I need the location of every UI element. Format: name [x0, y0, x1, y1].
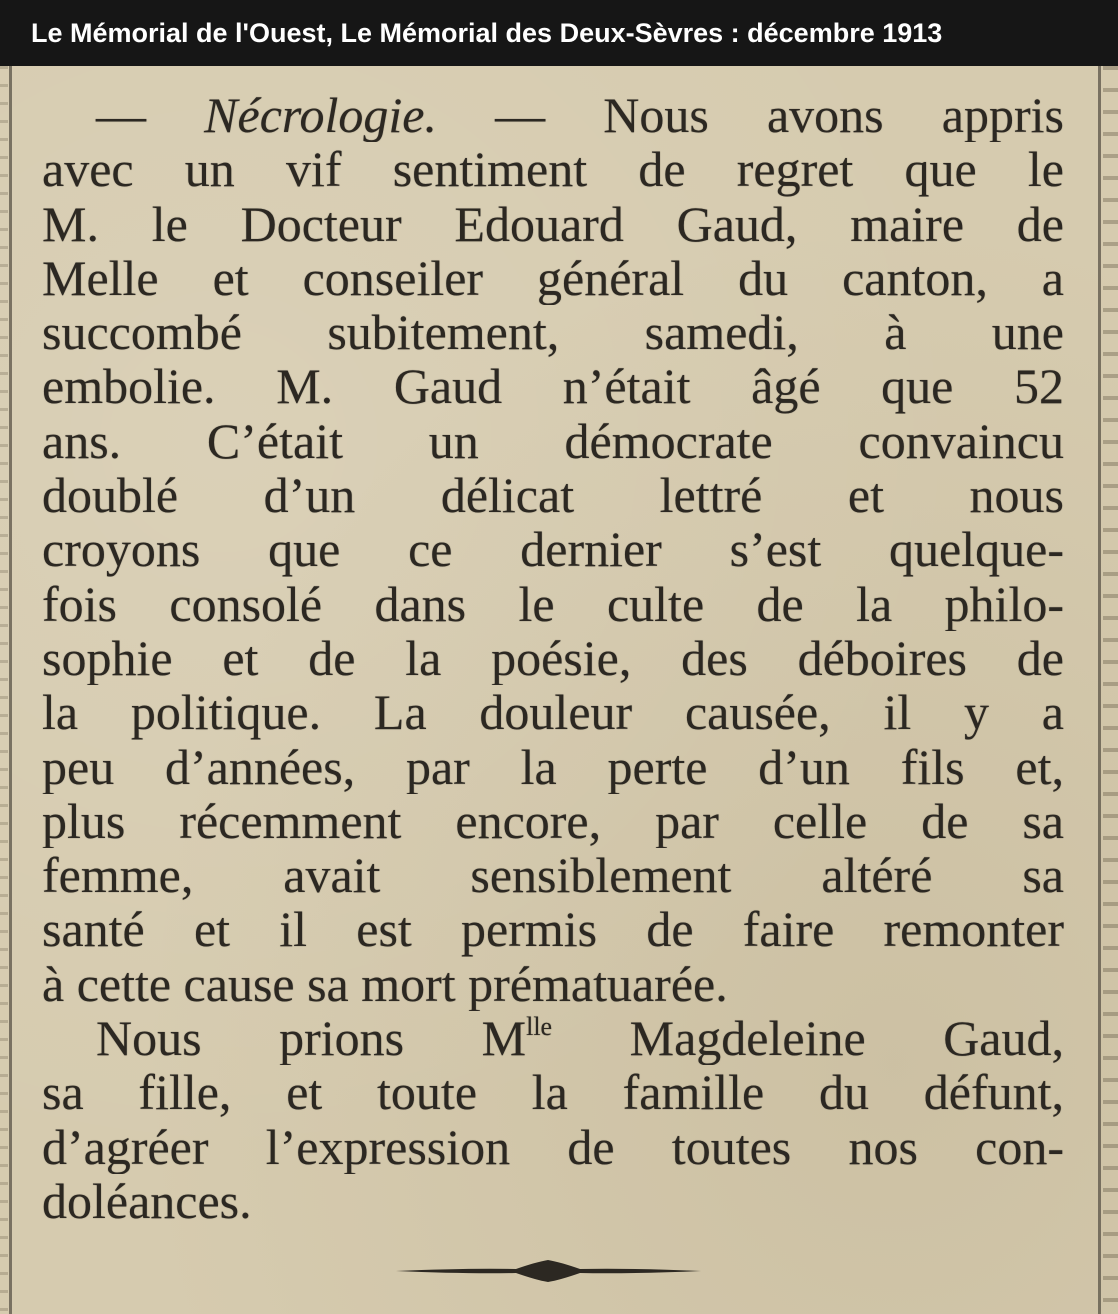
article-line: doublé d’un délicat lettré et nous: [42, 468, 1064, 523]
article-line-text: Magdeleine Gaud,: [552, 1011, 1064, 1066]
article-line: embolie. M. Gaud n’était âgé que 52: [42, 359, 1064, 414]
article-heading: Nécrologie.: [204, 88, 437, 143]
heading-dash: —: [96, 88, 205, 143]
document-title-bar: [0, 0, 1118, 66]
column-rule-right: [1098, 66, 1101, 1314]
title-abbreviation-superscript: lle: [526, 1012, 553, 1042]
article-line: succombé subitement, samedi, à une: [42, 305, 1064, 360]
article-line: ans. C’était un démocrate convaincu: [42, 413, 1064, 469]
newspaper-clipping: [0, 66, 1118, 1314]
article-line: M. le Docteur Edouard Gaud, maire de: [42, 196, 1064, 251]
article-line: croyons que ce dernier s’est quelque-: [42, 522, 1064, 577]
article-line: Melle et conseiler général du canton, a: [42, 250, 1064, 306]
article-line: avec un vif sentiment de regret que le: [42, 142, 1064, 197]
column-rule-left: [9, 66, 12, 1314]
document-title: Le Mémorial de l'Ouest, Le Mémorial des Deux-Sèvres : décembre 1913: [31, 18, 943, 48]
article-line-text: — Nous avons appris: [436, 88, 1064, 143]
article-line: plus récemment encore, par celle de sa: [42, 793, 1064, 849]
adjacent-column-bleed-left: [0, 66, 8, 1314]
article-line: à cette cause sa mort prématuarée.: [42, 956, 728, 1012]
article-line: doléances.: [42, 1173, 252, 1229]
article-line: [42, 88, 1064, 142]
adjacent-column-bleed-right: [1103, 66, 1118, 1314]
article-line: d’agréer l’expression de toutes nos con-: [42, 1119, 1064, 1174]
article-line: peu d’années, par la perte d’un fils et,: [42, 739, 1064, 794]
article-line-text: Nous prions M: [96, 1011, 527, 1066]
article-line: femme, avait sensiblement altéré sa: [42, 848, 1064, 903]
article-line: santé et il est permis de faire remonter: [42, 902, 1064, 957]
article-line: fois consolé dans le culte de la philo-: [42, 576, 1064, 631]
article-line: sophie et de la poésie, des déboires de: [42, 630, 1064, 686]
article-line: la politique. La douleur causée, il y a: [42, 685, 1064, 740]
end-of-article-ornament: [396, 1258, 701, 1284]
article-line: sa fille, et toute la famille du défunt,: [42, 1065, 1064, 1120]
obituary-article: [42, 88, 1064, 1228]
article-line: [42, 1011, 1064, 1065]
